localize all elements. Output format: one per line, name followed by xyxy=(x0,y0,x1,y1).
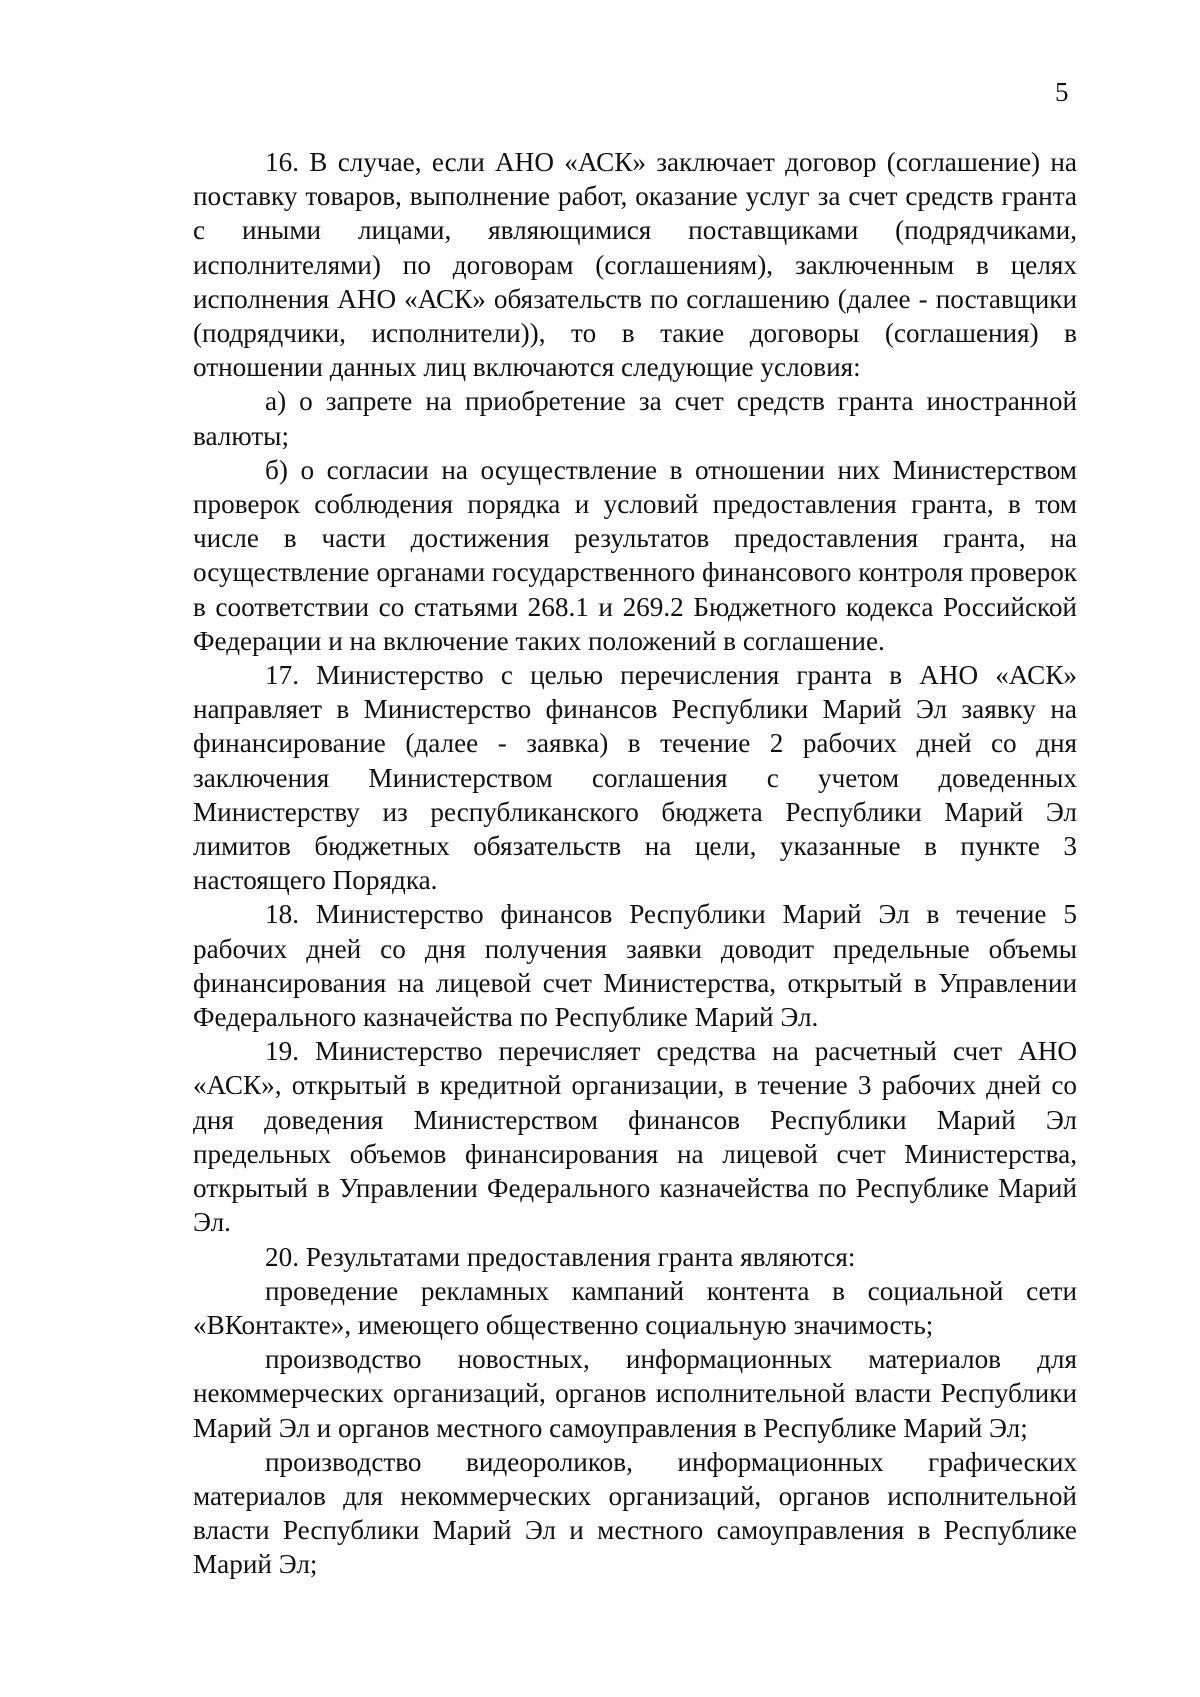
paragraph-20: 20. Результатами предоставления гранта являются: xyxy=(265,1241,856,1272)
paragraph-16: 16. В случае, если АНО «АСК» заключает договор (соглашение) на поставку товаров, выполнение работ, оказание услуг за счет средств гранта с иными лицами, являющимися поставщиками (подрядчиками, исполнителями) по договорам (соглашениям), заключенным в целях исполнения АНО «АСК» обязательств по соглашению (далее - поставщики (подрядчики, исполнители)), то в такие договоры (соглашения) в отношении данных лиц включаются следующие условия: xyxy=(193,147,1077,383)
result-item: проведение рекламных кампаний контента в социальной сети «ВКонтакте», имеющего общественно социальную значимость; xyxy=(193,1275,1077,1340)
result-item: производство новостных, информационных материалов для некоммерческих организаций, органов исполнительной власти Республики Марий Эл и органов местного самоуправления в Республике Марий Эл; xyxy=(193,1344,1077,1443)
subitem-a: а) о запрете на приобретение за счет средств гранта иностранной валюты; xyxy=(193,386,1077,451)
page-number: 5 xyxy=(1055,77,1069,107)
result-item: производство видеороликов, информационных графических материалов для некоммерческих организаций, органов исполнительной власти Республики Марий Эл и местного самоуправления в Республике Марий Эл; xyxy=(193,1446,1077,1580)
paragraph-17: 17. Министерство с целью перечисления гранта в АНО «АСК» направляет в Министерство финансов Республики Марий Эл заявку на финансирование (далее - заявка) в течение 2 рабочих дней со дня заключения Министерством соглашения с учетом доведенных Министерству из республиканского бюджета Республики Марий Эл лимитов бюджетных обязательств на цели, указанные в пункте 3 настоящего Порядка. xyxy=(193,660,1077,896)
paragraph-18: 18. Министерство финансов Республики Марий Эл в течение 5 рабочих дней со дня получения заявки доводит предельные объемы финансирования на лицевой счет Министерства, открытый в Управлении Федерального казначейства по Республике Марий Эл. xyxy=(193,899,1077,1033)
paragraph-19: 19. Министерство перечисляет средства на расчетный счет АНО «АСК», открытый в кредитной организации, в течение 3 рабочих дней со дня доведения Министерством финансов Республики Марий Эл предельных объемов финансирования на лицевой счет Министерства, открытый в Управлении Федерального казначейства по Республике Марий Эл. xyxy=(193,1036,1077,1238)
subitem-b: б) о согласии на осуществление в отношении них Министерством проверок соблюдения порядка и условий предоставления гранта, в том числе в части достижения результатов предоставления гранта, на осуществление органами государственного финансового контроля проверок в соответствии со статьями 268.1 и 269.2 Бюджетного кодекса Российской Федерации и на включение таких положений в соглашение. xyxy=(193,454,1077,656)
document-body xyxy=(193,145,1077,1582)
